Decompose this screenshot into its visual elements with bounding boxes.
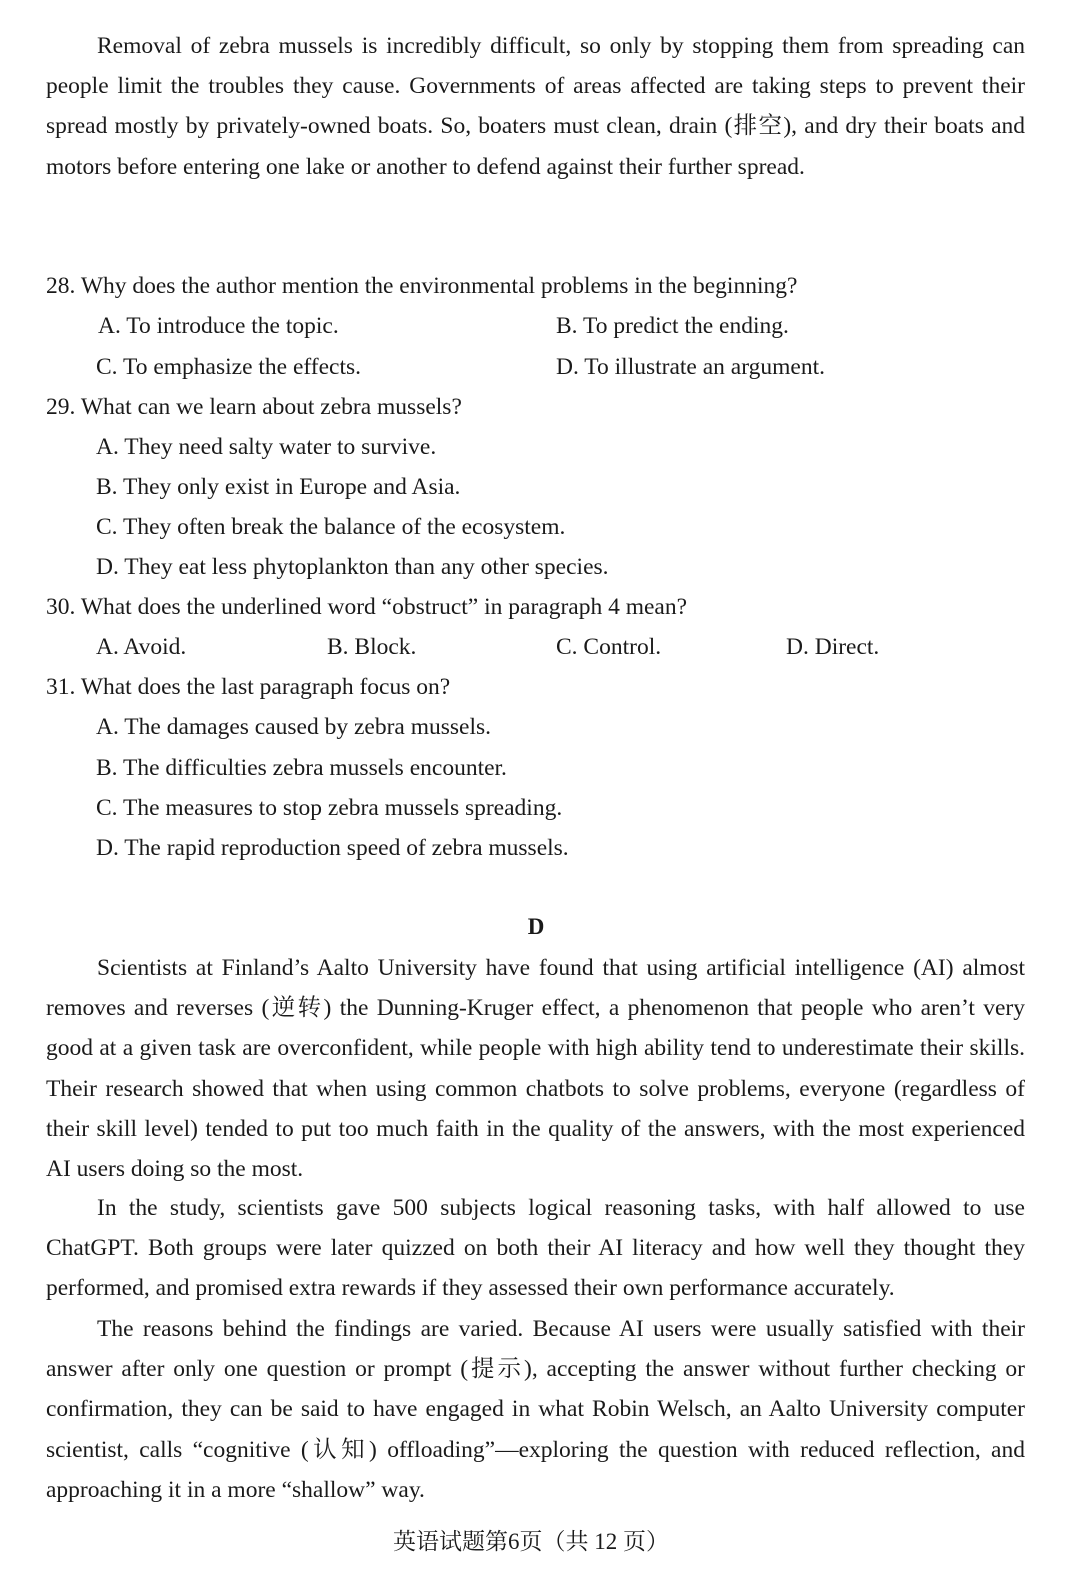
question-28-options-row-2 [0,347,1080,387]
question-28-options-row-1 [0,306,1080,346]
question-31-stem: 31. What does the last paragraph focus on? [46,674,451,700]
question-29-option-d: D. They eat less phytoplankton than any other species. [96,554,609,580]
question-28-option-d: D. To illustrate an argument. [556,354,825,380]
section-d-paragraph-2: In the study, scientists gave 500 subjects logical reasoning tasks, with half allowed to use ChatGPT. Both groups were later quizzed on both their AI literacy and how well they thought they performed, and promised extra rewards if they assessed their own performance accurately. [46,1195,1025,1302]
question-31-option-d: D. The rapid reproduction speed of zebra mussels. [96,835,569,861]
question-28-option-b: B. To predict the ending. [556,313,789,339]
section-d-heading: D [527,914,545,939]
question-30-option-d: D. Direct. [786,634,880,660]
section-d-paragraph-3: The reasons behind the findings are varied. Because AI users were usually satisfied with their answer after only one question or prompt (提示), accepting the answer without further checking or confirmation, they can be said to have engaged in what Robin Welsch, an Aalto University computer scientist, calls “cognitive (认知) offloading”—exploring the question with reduced reflection, and approaching it in a more “shallow” way. [46,1316,1025,1503]
question-31-option-d-row [0,828,1080,868]
question-29-option-b: B. They only exist in Europe and Asia. [96,474,461,500]
section-d-paragraph-1: Scientists at Finland’s Aalto University have found that using artificial intelligence (AI) almost removes and reverses (逆转) the Dunning-Kruger effect, a phenomenon that people who aren’t very good at a given task are overconfident, while people with high ability tend to underestimate their skills. Their research showed that when using common chatbots to solve problems, everyone (regardless of their skill level) tended to put too much faith in the quality of the answers, with the most experienced AI users doing so the most. [46,955,1025,1183]
question-29-stem: 29. What can we learn about zebra mussels? [46,394,462,420]
question-28-stem: 28. Why does the author mention the environmental problems in the beginning? [46,273,798,299]
question-31-option-a-row [0,707,1080,747]
question-29-option-d-row [0,547,1080,587]
question-29-option-a-row [0,427,1080,467]
passage-c-last-paragraph: Removal of zebra mussels is incredibly difficult, so only by stopping them from spreading can people limit the troubles they cause. Governments of areas affected are taking steps to prevent their spread mostly by privately-owned boats. So, boaters must clean, drain (排空), and dry their boats and motors before entering one lake or another to defend against their further spread. [46,33,1025,180]
question-30-stem: 30. What does the underlined word “obstruct” in paragraph 4 mean? [46,594,688,620]
question-30-options-row [0,627,1080,667]
question-30-option-b: B. Block. [327,634,417,660]
page-footer: 英语试题第6页（共 12 页） [393,1529,669,1554]
question-30-option-c: C. Control. [556,634,662,660]
question-30-option-a: A. Avoid. [96,634,187,660]
question-28-option-a: A. To introduce the topic. [98,313,339,339]
question-29-option-c-row [0,507,1080,547]
question-29-option-a: A. They need salty water to survive. [96,434,437,460]
question-31-option-a: A. The damages caused by zebra mussels. [96,714,492,740]
question-31-option-b-row [0,748,1080,788]
question-31-option-b: B. The difficulties zebra mussels encounter. [96,755,507,781]
question-29-option-b-row [0,467,1080,507]
question-28-option-c: C. To emphasize the effects. [96,354,362,380]
question-31-option-c-row [0,788,1080,828]
question-31-option-c: C. The measures to stop zebra mussels spreading. [96,795,563,821]
question-29-option-c: C. They often break the balance of the ecosystem. [96,514,566,540]
